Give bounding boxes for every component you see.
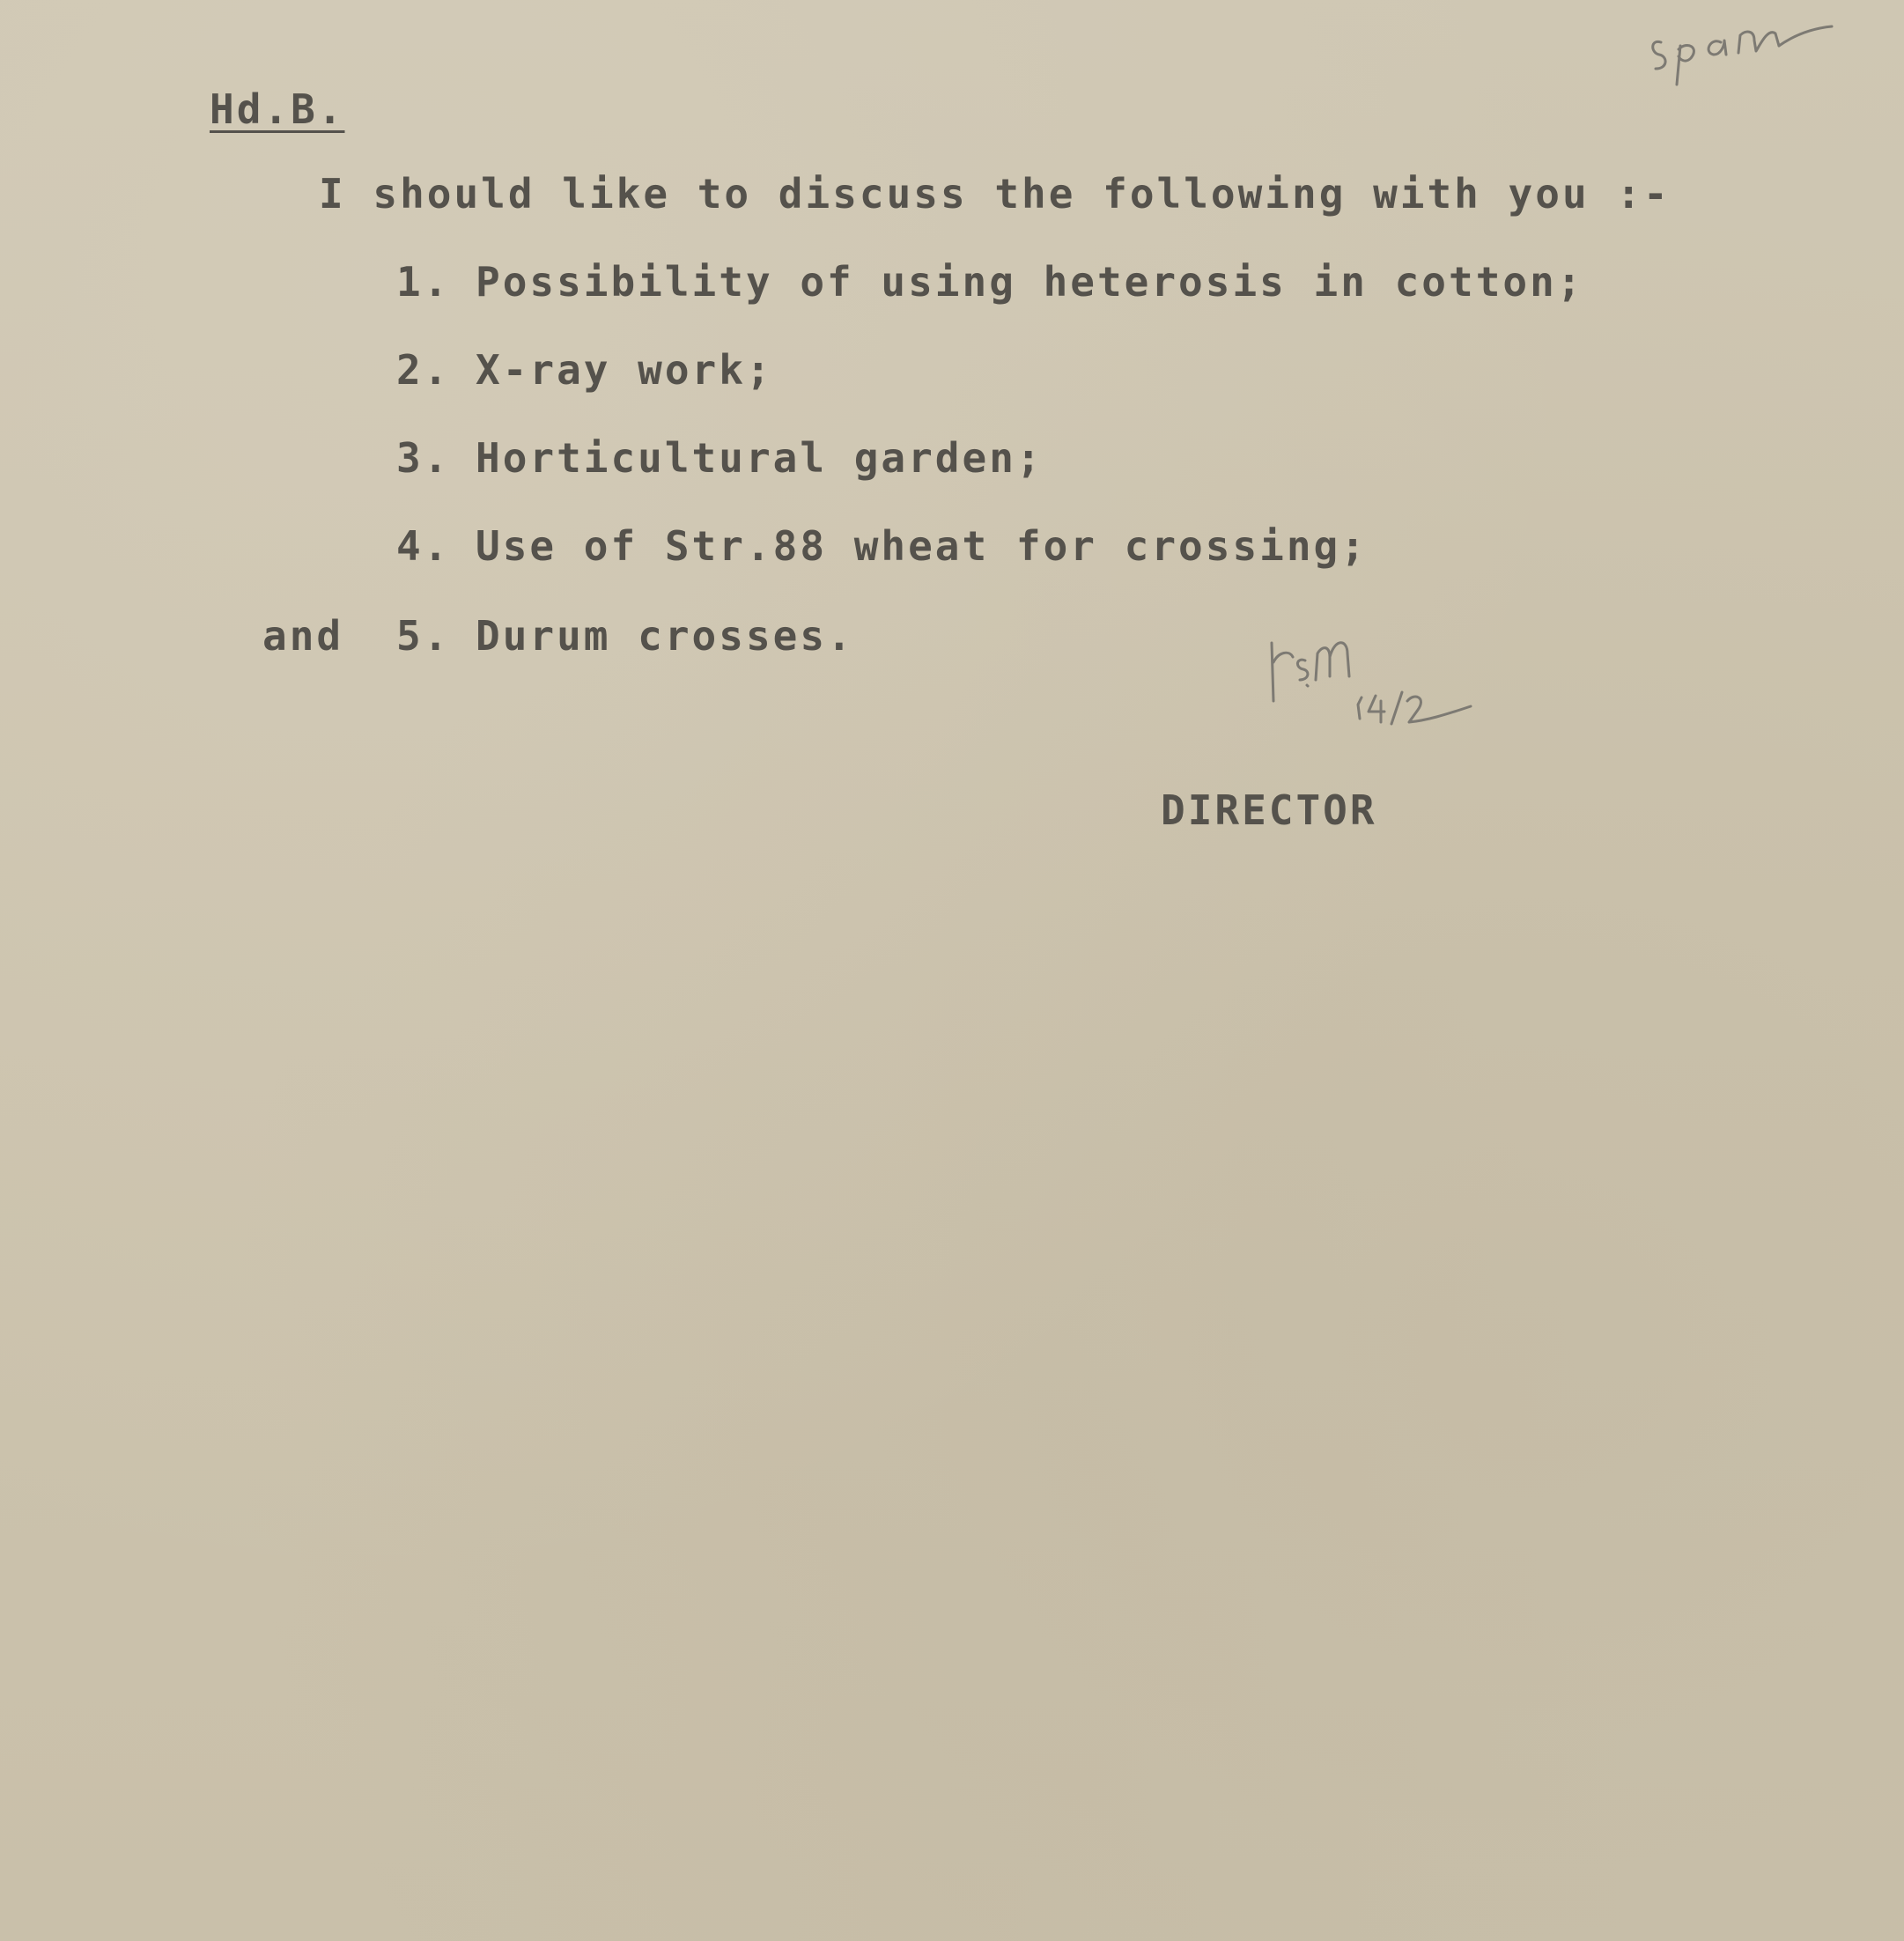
list-item-text: X-ray work; [476,346,773,394]
list-item [262,345,1760,398]
list-item-number: 4. [396,522,451,570]
list-item-number: 3. [396,434,451,482]
intro-sentence: I should like to discuss the following with you :- [319,170,1671,218]
list-item-number: 5. [396,612,451,660]
list-item-lead: and [262,612,344,660]
handwritten-initials [1259,627,1488,742]
list-item [262,521,1760,574]
addressee-heading: Hd.B. [210,85,345,133]
list-item-text: Use of Str.88 wheat for crossing; [476,522,1368,570]
list-item-text: Horticultural garden; [476,434,1044,482]
list-item-number: 2. [396,346,451,394]
list-item-text: Possibility of using heterosis in cotton; [476,258,1584,306]
handwritten-note-top [1647,7,1858,86]
list-item [262,433,1760,486]
list-item-text: Durum crosses. [476,612,854,660]
signatory-title: DIRECTOR [1161,786,1377,834]
list-item [262,611,1760,664]
list-item-number: 1. [396,258,451,306]
list-item [262,257,1760,310]
